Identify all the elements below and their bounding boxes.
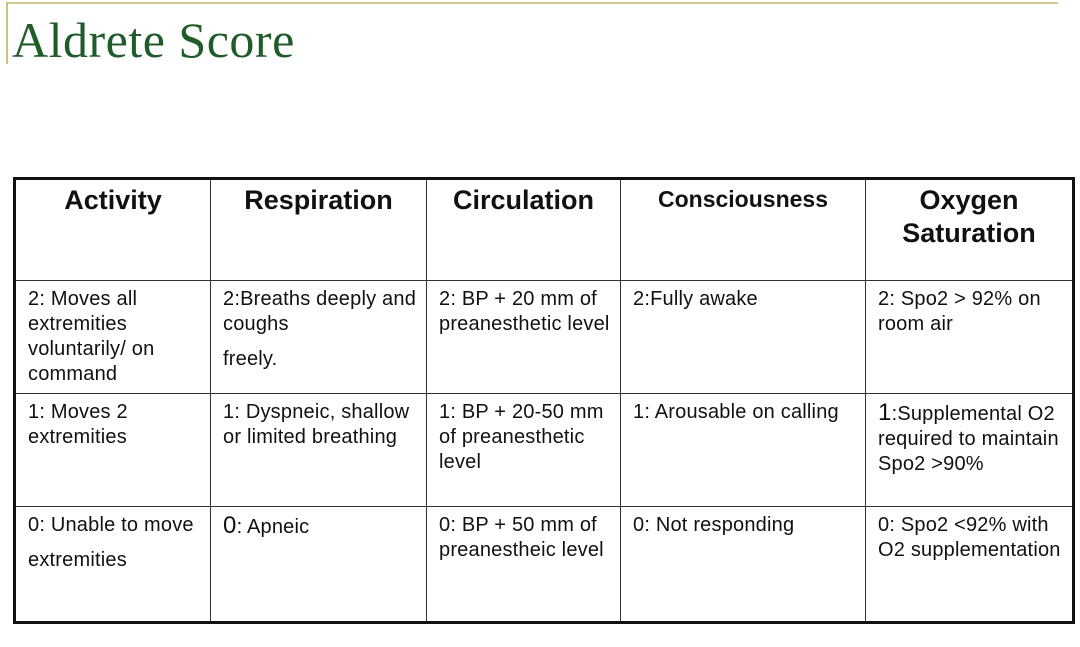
cell-activity-2: 2: Moves all extremities voluntarily/ on command xyxy=(15,281,211,394)
cell-respiration-0 xyxy=(211,507,427,623)
cell-activity-1: 1: Moves 2 extremities xyxy=(15,394,211,507)
header-respiration: Respiration xyxy=(211,179,427,281)
cell-oxygen-1 xyxy=(866,394,1074,507)
cell-oxygen-0: 0: Spo2 <92% with O2 supplementation xyxy=(866,507,1074,623)
cell-activity-0-tail: extremities xyxy=(28,549,127,571)
cell-oxygen-1-text: :Supplemental O2 required to maintain Spo2 >90% xyxy=(878,403,1059,475)
cell-respiration-2 xyxy=(211,281,427,394)
cell-oxygen-2: 2: Spo2 > 92% on room air xyxy=(866,281,1074,394)
cell-respiration-1: 1: Dyspneic, shallow or limited breathing xyxy=(211,394,427,507)
table-header-row xyxy=(15,179,1074,281)
slide-title: Aldrete Score xyxy=(12,12,295,68)
cell-circulation-1: 1: BP + 20-50 mm of preanesthetic level xyxy=(427,394,621,507)
cell-activity-0 xyxy=(15,507,211,623)
side-decorative-rule xyxy=(6,2,8,64)
cell-respiration-0-text: : Apneic xyxy=(236,516,310,538)
header-oxygen-line1: Oxygen xyxy=(919,185,1019,215)
header-activity: Activity xyxy=(15,179,211,281)
cell-oxygen-1-score: 1 xyxy=(878,399,892,426)
table-row xyxy=(15,281,1074,394)
cell-circulation-0: 0: BP + 50 mm of preanestheic level xyxy=(427,507,621,623)
cell-consciousness-1: 1: Arousable on calling xyxy=(621,394,866,507)
cell-circulation-2: 2: BP + 20 mm of preanesthetic level xyxy=(427,281,621,394)
cell-respiration-2-tail: freely. xyxy=(223,348,278,370)
header-oxygen-saturation xyxy=(866,179,1074,281)
cell-activity-0-main: 0: Unable to move xyxy=(28,514,194,536)
header-circulation: Circulation xyxy=(427,179,621,281)
cell-respiration-2-main: 2:Breaths deeply and coughs xyxy=(223,288,417,335)
cell-consciousness-0: 0: Not responding xyxy=(621,507,866,623)
table-row xyxy=(15,394,1074,507)
cell-consciousness-2: 2:Fully awake xyxy=(621,281,866,394)
header-consciousness: Consciousness xyxy=(621,179,866,281)
top-decorative-rule xyxy=(8,2,1058,4)
aldrete-score-table xyxy=(13,177,1075,624)
header-oxygen-line2: Saturation xyxy=(902,218,1036,248)
table-row xyxy=(15,507,1074,623)
cell-respiration-0-score: 0 xyxy=(223,512,237,539)
